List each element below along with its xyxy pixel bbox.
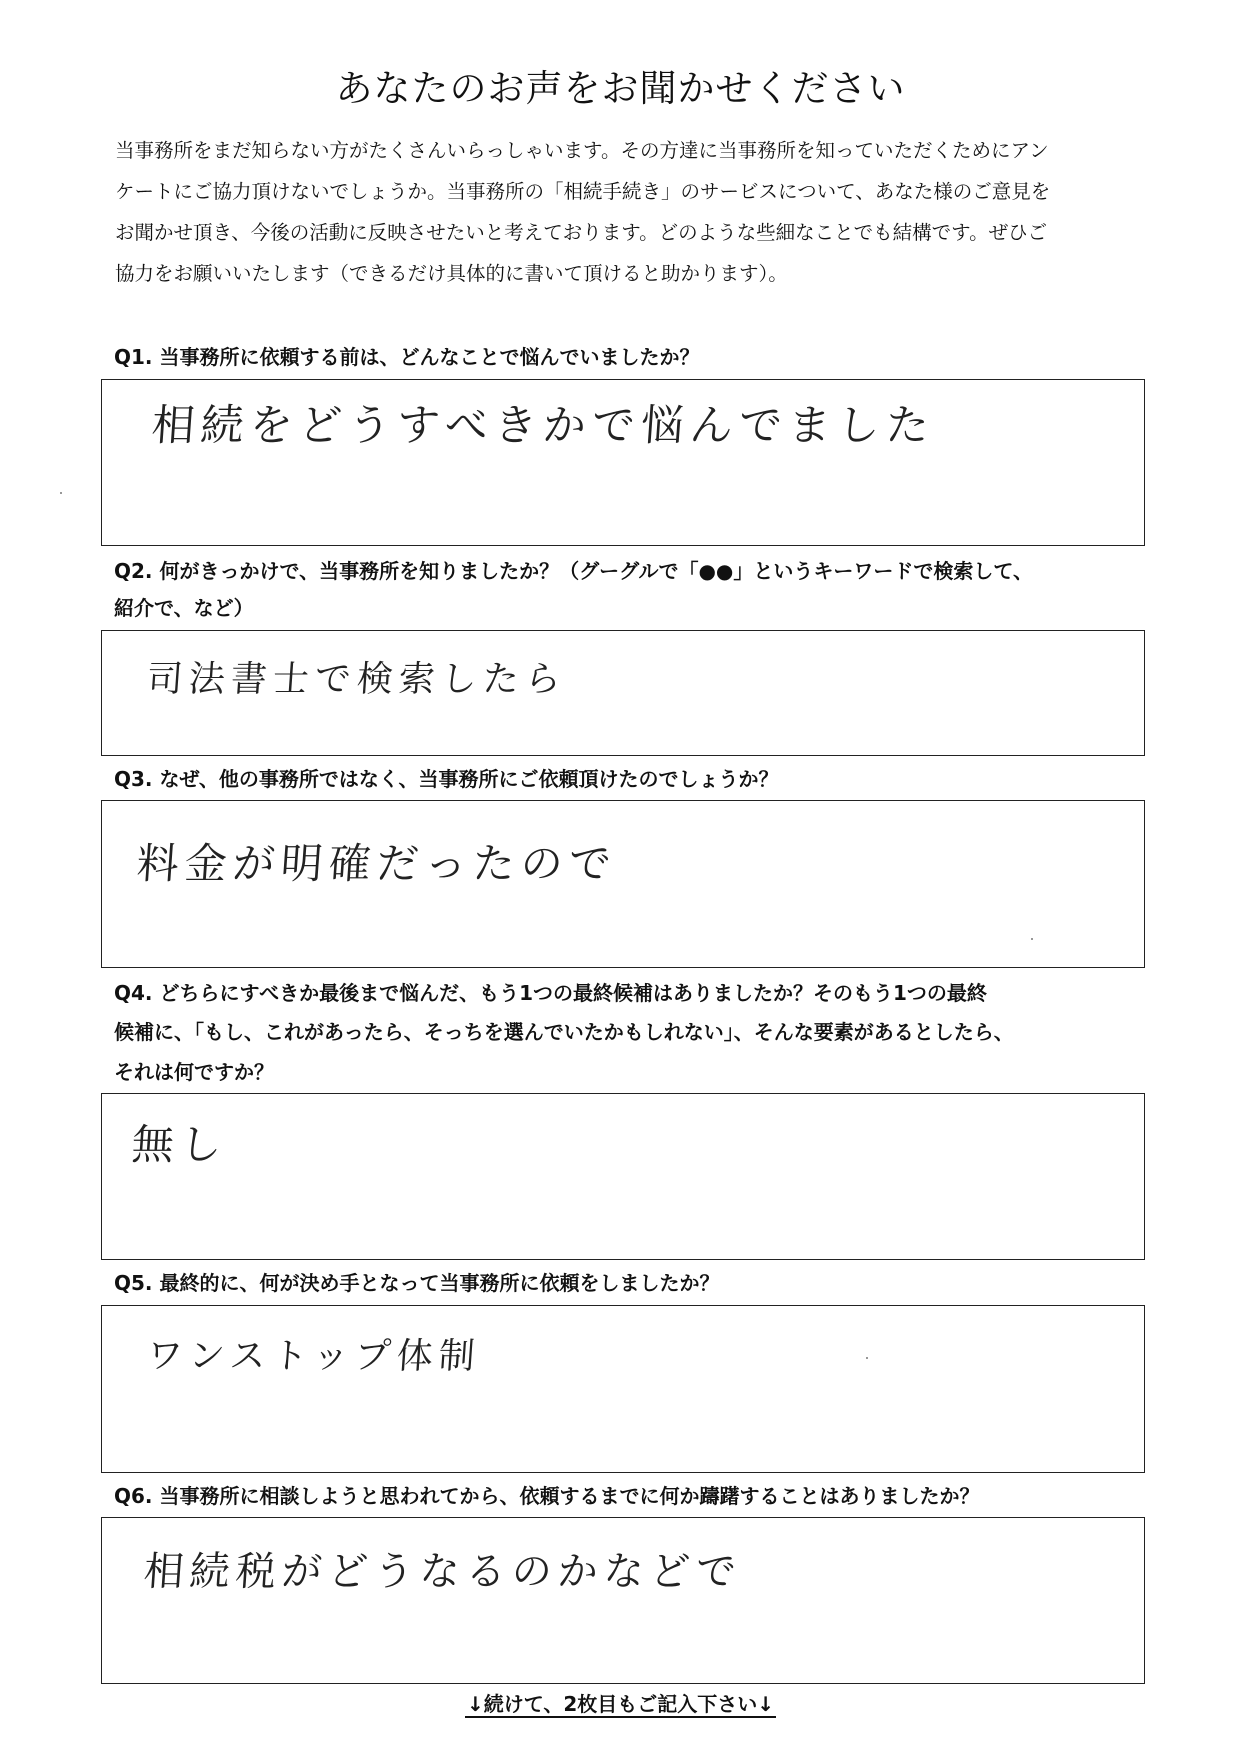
continue-notice <box>0 1688 1241 1717</box>
question-2-label-cont: 紹介で、など） <box>114 596 254 620</box>
question-2-label: Q2. 何がきっかけで、当事務所を知りましたか？（グーグルで「●●」というキーワードで検索して、 <box>114 559 1033 583</box>
answer-box-5[interactable] <box>101 1305 1145 1473</box>
scan-speck <box>60 492 62 494</box>
question-5-label: Q5. 最終的に、何が決め手となって当事務所に依頼をしましたか？ <box>114 1271 720 1295</box>
question-1-label: Q1. 当事務所に依頼する前は、どんなことで悩んでいましたか？ <box>114 345 700 369</box>
question-4-label-cont: 候補に、「もし、これがあったら、そっちを選んでいたかもしれない」、そんな要素があるとしたら、 <box>114 1020 1014 1044</box>
scan-speck <box>866 1357 868 1359</box>
answer-box-4[interactable] <box>101 1093 1145 1260</box>
answer-box-1[interactable] <box>101 379 1145 546</box>
answer-box-3[interactable] <box>101 800 1145 968</box>
intro-line: 当事務所をまだ知らない方がたくさんいらっしゃいます。その方達に当事務所を知っていただくためにアン <box>115 139 1049 162</box>
answer-3-handwriting: 料金が明確だったので <box>135 839 619 888</box>
question-4-label-cont: それは何ですか？ <box>114 1060 274 1084</box>
question-4-label: Q4. どちらにすべきか最後まで悩んだ、もう1つの最終候補はありましたか？そのもう1つの最終 <box>114 981 987 1005</box>
answer-2-handwriting: 司法書士で検索したら <box>145 659 569 700</box>
answer-4-handwriting: 無し <box>130 1120 230 1169</box>
intro-paragraph <box>115 130 1125 294</box>
question-6-label: Q6. 当事務所に相談しようと思われてから、依頼するまでに何か躊躇することはありましたか？ <box>114 1484 980 1508</box>
intro-line: 協力をお願いいたします（できるだけ具体的に書いて頂けると助かります）。 <box>115 262 788 285</box>
question-3-label: Q3. なぜ、他の事務所ではなく、当事務所にご依頼頂けたのでしょうか？ <box>114 767 779 791</box>
intro-line: お聞かせ頂き、今後の活動に反映させたいと考えております。どのような些細なことでも結構です。ぜひご <box>115 221 1048 244</box>
continue-notice-text: ↓続けて、2枚目もご記入下さい↓ <box>466 1692 775 1716</box>
answer-box-2[interactable] <box>101 630 1145 756</box>
answer-1-handwriting: 相続をどうすべきかで悩んでました <box>150 401 937 451</box>
intro-line: ケートにご協力頂けないでしょうか。当事務所の「相続手続き」のサービスについて、あなた様のご意見を <box>115 180 1051 203</box>
answer-5-handwriting: ワンストップ体制 <box>145 1336 483 1377</box>
page-title: あなたのお声をお聞かせください <box>335 67 906 110</box>
answer-box-6[interactable] <box>101 1517 1145 1684</box>
scan-speck <box>1031 938 1033 940</box>
answer-6-handwriting: 相続税がどうなるのかなどで <box>142 1549 744 1595</box>
